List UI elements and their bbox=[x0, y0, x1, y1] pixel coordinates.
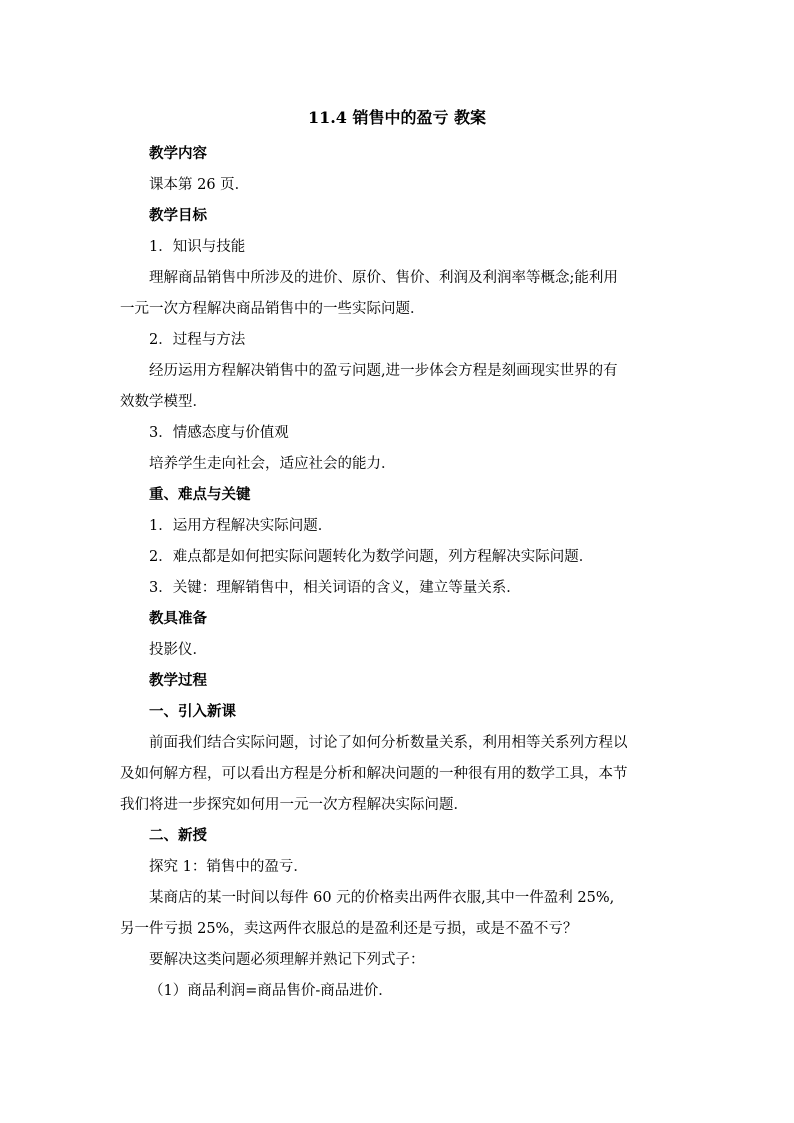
document-title: 11.4 销售中的盈亏 教案 bbox=[307, 108, 487, 127]
heading-key-points: 重、难点与关键 bbox=[149, 486, 251, 503]
paragraph-line: 投影仪． bbox=[149, 642, 207, 658]
paragraph-line: 另一件亏损 25%，卖这两件衣服总的是盈利还是亏损，或是不盈不亏？ bbox=[120, 921, 578, 937]
heading-teaching-goals: 教学目标 bbox=[149, 207, 207, 224]
paragraph-line: 要解决这类问题必须理解并熟记下列式子： bbox=[149, 952, 425, 968]
paragraph-line: 前面我们结合实际问题，讨论了如何分析数量关系，利用相等关系列方程以 bbox=[149, 735, 628, 751]
heading-teaching-aids: 教具准备 bbox=[149, 610, 207, 627]
paragraph-line: 探究 1：销售中的盈亏． bbox=[149, 859, 308, 875]
paragraph-line: 2．过程与方法 bbox=[149, 332, 246, 348]
paragraph-line: 经历运用方程解决销售中的盈亏问题,进一步体会方程是刻画现实世界的有 bbox=[149, 363, 618, 379]
paragraph-line: 理解商品销售中所涉及的进价、原价、售价、利润及利润率等概念;能利用 bbox=[149, 270, 618, 286]
paragraph-line: 1．运用方程解决实际问题． bbox=[149, 518, 333, 534]
paragraph-line: 效数学模型． bbox=[120, 394, 207, 410]
paragraph-line: 及如何解方程，可以看出方程是分析和解决问题的一种很有用的数学工具，本节 bbox=[120, 766, 628, 782]
paragraph-line: 2．难点都是如何把实际问题转化为数学问题，列方程解决实际问题． bbox=[149, 549, 594, 565]
paragraph-line: （1）商品利润=商品售价-商品进价． bbox=[149, 983, 393, 999]
paragraph-line: 某商店的某一时间以每件 60 元的价格卖出两件衣服,其中一件盈利 25%, bbox=[149, 890, 615, 906]
paragraph-line: 1．知识与技能 bbox=[149, 239, 246, 255]
paragraph-line: 一元一次方程解决商品销售中的一些实际问题． bbox=[120, 301, 425, 317]
paragraph-line: 我们将进一步探究如何用一元一次方程解决实际问题． bbox=[120, 797, 468, 813]
paragraph-line: 课本第 26 页． bbox=[149, 177, 250, 193]
paragraph-line: 3．关键：理解销售中，相关词语的含义，建立等量关系． bbox=[149, 580, 521, 596]
paragraph-line: 3．情感态度与价值观 bbox=[149, 425, 289, 441]
heading-intro: 一、引入新课 bbox=[149, 703, 236, 720]
heading-teaching-content: 教学内容 bbox=[149, 145, 207, 162]
heading-teaching-process: 教学过程 bbox=[149, 672, 207, 689]
heading-new-lesson: 二、新授 bbox=[149, 827, 207, 844]
paragraph-line: 培养学生走向社会，适应社会的能力． bbox=[149, 456, 396, 472]
